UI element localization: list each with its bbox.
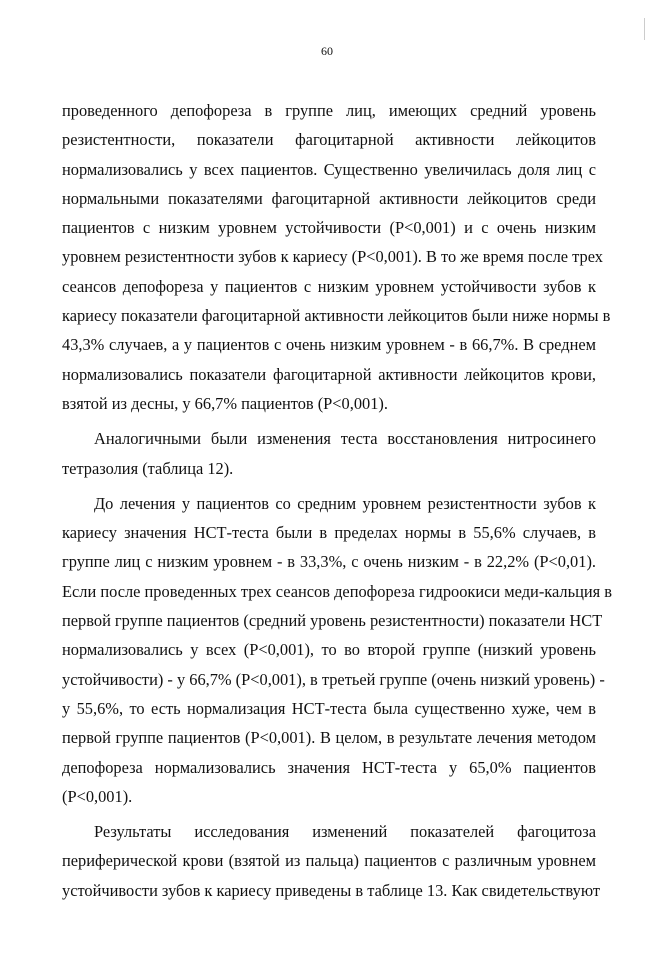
paragraph-2	[62, 424, 596, 483]
text-line: у 55,6%, то есть нормализация НСТ-теста была существенно хуже, чем в	[62, 698, 596, 718]
text-line: До лечения у пациентов со средним уровнем резистентности зубов к	[94, 493, 596, 513]
page-number: 60	[321, 44, 333, 58]
text-line: пациентов с низким уровнем устойчивости (P<0,001) и с очень низким	[62, 218, 596, 238]
text-line: первой группе пациентов (P<0,001). В целом, в результате лечения методом	[62, 728, 596, 748]
text-line: 43,3% случаев, а у пациентов с очень низким уровнем - в 66,7%. В среднем	[62, 335, 596, 355]
text-line: кариесу показатели фагоцитарной активности лейкоцитов были ниже нормы в	[62, 306, 611, 326]
text-line: нормализовались у всех (P<0,001), то во второй группе (низкий уровень	[62, 640, 596, 660]
text-line: Если после проведенных трех сеансов депофореза гидроокиси меди-кальция в	[62, 581, 612, 601]
text-line: нормализовались показатели фагоцитарной активности лейкоцитов крови,	[62, 364, 596, 384]
page-edge-mark	[644, 18, 645, 40]
text-line: (P<0,001).	[62, 786, 133, 806]
text-line: резистентности, показатели фагоцитарной активности лейкоцитов	[62, 130, 596, 150]
text-line: устойчивости зубов к кариесу приведены в таблице 13. Как свидетельствуют	[62, 880, 601, 900]
text-line: нормальными показателями фагоцитарной активности лейкоцитов среди	[62, 188, 596, 208]
text-line: группе лиц с низким уровнем - в 33,3%, с очень низким - в 22,2% (P<0,01).	[62, 552, 596, 572]
paragraph-1	[62, 96, 611, 418]
text-line: уровнем резистентности зубов к кариесу (P<0,001). В то же время после трех	[62, 247, 603, 267]
text-line: устойчивости) - у 66,7% (P<0,001), в третьей группе (очень низкий уровень) -	[62, 669, 605, 689]
text-line: первой группе пациентов (средний уровень резистентности) показатели НСТ	[62, 611, 603, 631]
text-line: Аналогичными были изменения теста восстановления нитросинего	[94, 429, 596, 449]
text-line: депофореза нормализовались значения НСТ-теста у 65,0% пациентов	[62, 757, 596, 777]
text-line: периферической крови (взятой из пальца) пациентов с различным уровнем	[62, 851, 596, 871]
paragraph-4	[62, 817, 601, 905]
document-body	[62, 96, 612, 905]
text-line: взятой из десны, у 66,7% пациентов (P<0,001).	[62, 393, 388, 413]
text-line: сеансов депофореза у пациентов с низким уровнем устойчивости зубов к	[62, 276, 596, 296]
text-line: кариесу значения НСТ-теста были в пределах нормы в 55,6% случаев, в	[62, 523, 596, 543]
text-line: Результаты исследования изменений показателей фагоцитоза	[94, 822, 596, 842]
text-line: тетразолия (таблица 12).	[62, 458, 234, 478]
text-line: нормализовались у всех пациентов. Существенно увеличилась доля лиц с	[62, 159, 596, 179]
paragraph-3	[62, 489, 612, 811]
text-line: проведенного депофореза в группе лиц, имеющих средний уровень	[62, 101, 596, 120]
